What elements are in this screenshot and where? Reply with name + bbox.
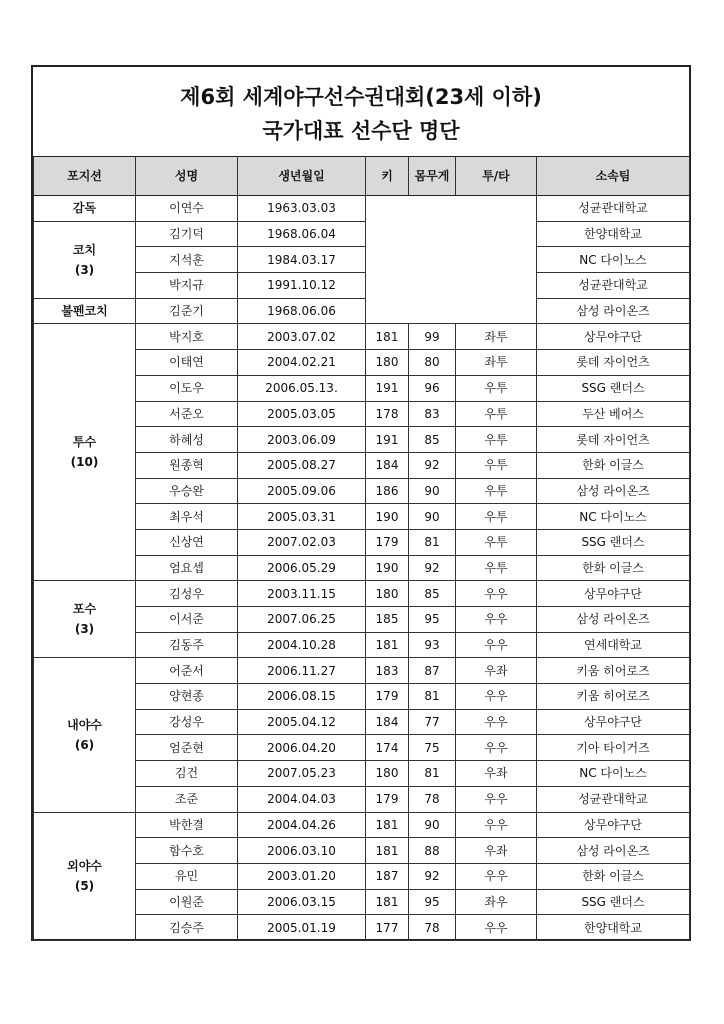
weight-cell: 81 <box>409 761 456 787</box>
team-cell: SSG 랜더스 <box>537 529 690 555</box>
weight-cell: 81 <box>409 684 456 710</box>
name-cell: 서준오 <box>136 401 238 427</box>
name-cell: 어준서 <box>136 658 238 684</box>
name-cell: 함수호 <box>136 838 238 864</box>
team-cell: 롯데 자이언츠 <box>537 350 690 376</box>
weight-cell: 83 <box>409 401 456 427</box>
team-cell: 삼성 라이온즈 <box>537 838 690 864</box>
title-box <box>33 67 689 156</box>
weight-cell: 92 <box>409 555 456 581</box>
dob-cell: 2006.04.20 <box>238 735 366 761</box>
dob-cell: 2006.11.27 <box>238 658 366 684</box>
roster-document <box>31 65 691 941</box>
throw-bat-cell: 우우 <box>456 709 537 735</box>
position-count: (10) <box>70 455 99 470</box>
header-position: 포지션 <box>34 157 136 196</box>
dob-cell: 1984.03.17 <box>238 247 366 273</box>
throw-bat-cell: 우우 <box>456 812 537 838</box>
team-cell: 한화 이글스 <box>537 452 690 478</box>
header-weight: 몸무게 <box>409 157 456 196</box>
name-cell: 양현종 <box>136 684 238 710</box>
header-name: 성명 <box>136 157 238 196</box>
weight-cell: 80 <box>409 350 456 376</box>
name-cell: 이서준 <box>136 607 238 633</box>
team-cell: 두산 베어스 <box>537 401 690 427</box>
header-row <box>34 157 690 196</box>
dob-cell: 2003.11.15 <box>238 581 366 607</box>
height-cell: 184 <box>366 452 409 478</box>
name-cell: 지석훈 <box>136 247 238 273</box>
position-cell <box>34 196 136 222</box>
position-count: (3) <box>74 622 95 637</box>
throw-bat-cell: 우좌 <box>456 761 537 787</box>
weight-cell: 96 <box>409 375 456 401</box>
position-count: (3) <box>74 262 95 277</box>
table-row <box>34 324 690 350</box>
height-cell: 181 <box>366 889 409 915</box>
dob-cell: 2005.09.06 <box>238 478 366 504</box>
dob-cell: 2004.04.26 <box>238 812 366 838</box>
throw-bat-cell: 우우 <box>456 684 537 710</box>
weight-cell: 87 <box>409 658 456 684</box>
name-cell: 김승주 <box>136 915 238 941</box>
header-dob: 생년월일 <box>238 157 366 196</box>
weight-cell: 78 <box>409 786 456 812</box>
table-row <box>34 581 690 607</box>
dob-cell: 2003.01.20 <box>238 863 366 889</box>
dob-cell: 2006.03.10 <box>238 838 366 864</box>
team-cell: 성균관대학교 <box>537 786 690 812</box>
name-cell: 신상연 <box>136 529 238 555</box>
table-row <box>34 196 690 222</box>
position-label: 내야수 <box>67 717 102 732</box>
height-cell: 179 <box>366 786 409 812</box>
height-cell: 181 <box>366 838 409 864</box>
dob-cell: 2004.10.28 <box>238 632 366 658</box>
team-cell: 키움 히어로즈 <box>537 684 690 710</box>
table-row <box>34 221 690 247</box>
height-cell: 180 <box>366 581 409 607</box>
team-cell: 상무야구단 <box>537 709 690 735</box>
dob-cell: 2006.05.13. <box>238 375 366 401</box>
team-cell: NC 다이노스 <box>537 247 690 273</box>
height-cell: 190 <box>366 555 409 581</box>
table-row <box>34 812 690 838</box>
height-cell: 185 <box>366 607 409 633</box>
weight-cell: 88 <box>409 838 456 864</box>
dob-cell: 2005.03.31 <box>238 504 366 530</box>
position-cell <box>34 324 136 581</box>
name-cell: 박지호 <box>136 324 238 350</box>
throw-bat-cell: 우투 <box>456 375 537 401</box>
dob-cell: 2003.06.09 <box>238 427 366 453</box>
name-cell: 박지규 <box>136 273 238 299</box>
throw-bat-cell: 우투 <box>456 478 537 504</box>
height-cell: 179 <box>366 529 409 555</box>
name-cell: 이태연 <box>136 350 238 376</box>
team-cell: 롯데 자이언츠 <box>537 427 690 453</box>
throw-bat-cell: 우투 <box>456 555 537 581</box>
team-cell: 한양대학교 <box>537 915 690 941</box>
dob-cell: 2003.07.02 <box>238 324 366 350</box>
throw-bat-cell: 우좌 <box>456 838 537 864</box>
name-cell: 김건 <box>136 761 238 787</box>
weight-cell: 92 <box>409 863 456 889</box>
dob-cell: 2005.03.05 <box>238 401 366 427</box>
position-cell <box>34 658 136 812</box>
header-throw-bat: 투/타 <box>456 157 537 196</box>
header-height: 키 <box>366 157 409 196</box>
table-row <box>34 298 690 324</box>
throw-bat-cell: 우우 <box>456 915 537 941</box>
position-cell <box>34 812 136 940</box>
name-cell: 김준기 <box>136 298 238 324</box>
team-cell: 삼성 라이온즈 <box>537 478 690 504</box>
name-cell: 조준 <box>136 786 238 812</box>
name-cell: 이연수 <box>136 196 238 222</box>
height-cell: 191 <box>366 427 409 453</box>
throw-bat-cell: 우투 <box>456 401 537 427</box>
position-label: 외야수 <box>67 859 102 874</box>
position-count: (5) <box>74 879 95 894</box>
dob-cell: 1991.10.12 <box>238 273 366 299</box>
dob-cell: 2005.08.27 <box>238 452 366 478</box>
dob-cell: 2007.05.23 <box>238 761 366 787</box>
height-cell: 180 <box>366 350 409 376</box>
dob-cell: 2004.04.03 <box>238 786 366 812</box>
weight-cell: 75 <box>409 735 456 761</box>
height-cell: 179 <box>366 684 409 710</box>
team-cell: 상무야구단 <box>537 812 690 838</box>
dob-cell: 2005.01.19 <box>238 915 366 941</box>
dob-cell: 2006.05.29 <box>238 555 366 581</box>
dob-cell: 1968.06.06 <box>238 298 366 324</box>
name-cell: 김기덕 <box>136 221 238 247</box>
team-cell: 삼성 라이온즈 <box>537 607 690 633</box>
height-cell: 191 <box>366 375 409 401</box>
height-cell: 178 <box>366 401 409 427</box>
weight-cell: 90 <box>409 504 456 530</box>
weight-cell: 90 <box>409 812 456 838</box>
roster-table <box>33 156 690 941</box>
team-cell: 기아 타이거즈 <box>537 735 690 761</box>
position-cell <box>34 298 136 324</box>
weight-cell: 95 <box>409 889 456 915</box>
weight-cell: 85 <box>409 427 456 453</box>
weight-cell: 95 <box>409 607 456 633</box>
header-team: 소속팀 <box>537 157 690 196</box>
name-cell: 이원준 <box>136 889 238 915</box>
height-cell: 186 <box>366 478 409 504</box>
throw-bat-cell: 좌우 <box>456 889 537 915</box>
dob-cell: 2007.02.03 <box>238 529 366 555</box>
weight-cell: 78 <box>409 915 456 941</box>
team-cell: 키움 히어로즈 <box>537 658 690 684</box>
name-cell: 김동주 <box>136 632 238 658</box>
weight-cell: 77 <box>409 709 456 735</box>
dob-cell: 2005.04.12 <box>238 709 366 735</box>
throw-bat-cell: 우우 <box>456 607 537 633</box>
name-cell: 유민 <box>136 863 238 889</box>
height-cell: 183 <box>366 658 409 684</box>
height-cell: 181 <box>366 632 409 658</box>
height-cell: 187 <box>366 863 409 889</box>
name-cell: 원종혁 <box>136 452 238 478</box>
height-cell: 181 <box>366 324 409 350</box>
dob-cell: 2004.02.21 <box>238 350 366 376</box>
height-cell: 184 <box>366 709 409 735</box>
dob-cell: 2007.06.25 <box>238 607 366 633</box>
position-label: 코치 <box>72 242 97 257</box>
document-title: 제6회 세계야구선수권대회(23세 이하) <box>180 85 542 109</box>
position-count: (6) <box>74 737 95 752</box>
team-cell: NC 다이노스 <box>537 504 690 530</box>
team-cell: 한양대학교 <box>537 221 690 247</box>
height-cell: 177 <box>366 915 409 941</box>
team-cell: NC 다이노스 <box>537 761 690 787</box>
team-cell: 삼성 라이온즈 <box>537 298 690 324</box>
throw-bat-cell: 우우 <box>456 632 537 658</box>
throw-bat-cell: 우우 <box>456 786 537 812</box>
weight-cell: 92 <box>409 452 456 478</box>
dob-cell: 1968.06.04 <box>238 221 366 247</box>
throw-bat-cell: 우투 <box>456 452 537 478</box>
team-cell: 연세대학교 <box>537 632 690 658</box>
weight-cell: 90 <box>409 478 456 504</box>
dob-cell: 1963.03.03 <box>238 196 366 222</box>
table-row <box>34 658 690 684</box>
name-cell: 박한결 <box>136 812 238 838</box>
team-cell: 성균관대학교 <box>537 196 690 222</box>
name-cell: 우승완 <box>136 478 238 504</box>
throw-bat-cell: 우우 <box>456 581 537 607</box>
height-cell: 181 <box>366 812 409 838</box>
dob-cell: 2006.08.15 <box>238 684 366 710</box>
throw-bat-cell: 좌투 <box>456 324 537 350</box>
team-cell: 한화 이글스 <box>537 863 690 889</box>
name-cell: 하혜성 <box>136 427 238 453</box>
throw-bat-cell: 좌투 <box>456 350 537 376</box>
name-cell: 엄준현 <box>136 735 238 761</box>
height-cell: 190 <box>366 504 409 530</box>
throw-bat-cell: 우우 <box>456 863 537 889</box>
weight-cell: 81 <box>409 529 456 555</box>
roster-body <box>34 196 690 941</box>
team-cell: SSG 랜더스 <box>537 889 690 915</box>
position-label: 투수 <box>72 435 97 450</box>
name-cell: 엄요셉 <box>136 555 238 581</box>
position-label: 포수 <box>72 602 97 617</box>
dob-cell: 2006.03.15 <box>238 889 366 915</box>
throw-bat-cell: 우투 <box>456 427 537 453</box>
height-cell: 180 <box>366 761 409 787</box>
name-cell: 이도우 <box>136 375 238 401</box>
throw-bat-cell: 우투 <box>456 529 537 555</box>
team-cell: SSG 랜더스 <box>537 375 690 401</box>
name-cell: 최우석 <box>136 504 238 530</box>
position-label: 불펜코치 <box>61 304 108 319</box>
team-cell: 한화 이글스 <box>537 555 690 581</box>
height-cell: 174 <box>366 735 409 761</box>
name-cell: 강성우 <box>136 709 238 735</box>
position-label: 감독 <box>72 201 97 216</box>
team-cell: 성균관대학교 <box>537 273 690 299</box>
weight-cell: 99 <box>409 324 456 350</box>
name-cell: 김성우 <box>136 581 238 607</box>
blank-cell <box>366 196 537 324</box>
throw-bat-cell: 우우 <box>456 735 537 761</box>
team-cell: 상무야구단 <box>537 581 690 607</box>
weight-cell: 93 <box>409 632 456 658</box>
document-subtitle: 국가대표 선수단 명단 <box>262 119 460 143</box>
position-cell <box>34 221 136 298</box>
weight-cell: 85 <box>409 581 456 607</box>
throw-bat-cell: 우투 <box>456 504 537 530</box>
position-cell <box>34 581 136 658</box>
throw-bat-cell: 우좌 <box>456 658 537 684</box>
team-cell: 상무야구단 <box>537 324 690 350</box>
